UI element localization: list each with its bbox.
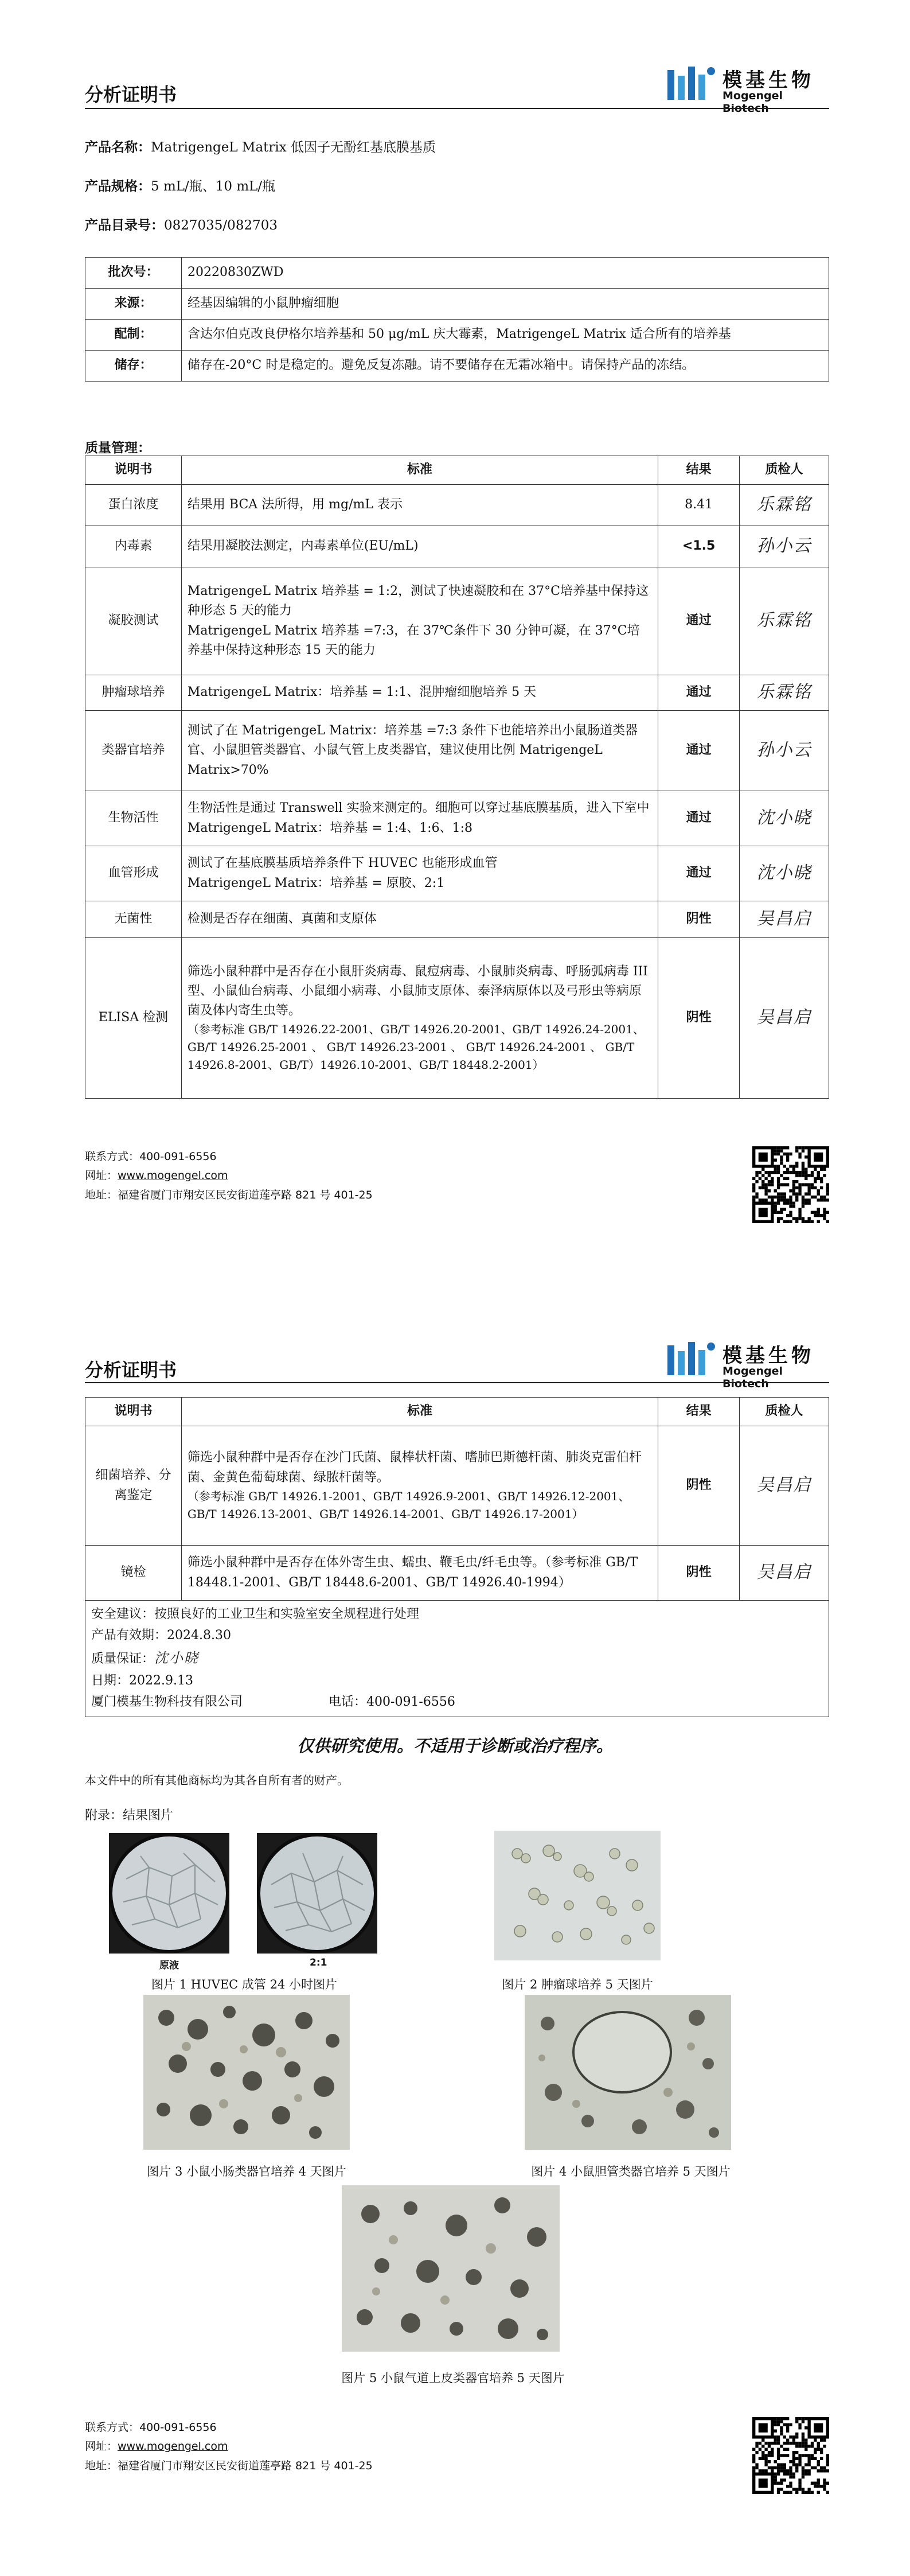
qc-inspector-signature: 沈小晓 [740,791,829,846]
table-row [85,711,829,791]
issue-date: 日期：2022.9.13 [91,1673,193,1688]
qc-result: 通过 [658,846,740,901]
quality-management-title: 质量管理： [85,441,151,456]
qc-item: 细菌培养、分离鉴定 [85,1426,182,1546]
product-spec-value: 5 mL/瓶、10 mL/瓶 [151,179,276,194]
qc-inspector-signature: 吴昌启 [740,938,829,1099]
product-name [85,137,436,155]
qc-result: 阴性 [658,1426,740,1546]
col-header-standard: 标准 [181,456,658,485]
table-row [85,901,829,938]
qc-result: 通过 [658,675,740,711]
table-row [85,791,829,846]
qc-inspector-signature: 吴昌启 [740,1426,829,1546]
table-row [85,258,829,289]
qc-standard: MatrigengeL Matrix：培养基 = 1:1、混肿瘤细胞培养 5 天 [181,675,658,711]
table-row [85,938,829,1099]
qc-inspector-signature: 乐霖铭 [740,675,829,711]
footer-contact-block [85,2418,373,2476]
figure-4-image [525,1995,731,2150]
table-row [85,351,829,382]
footer-contact: 联系方式：400-091-6556 [85,2421,217,2434]
product-spec [85,176,275,194]
qc-table-1 [85,456,829,1099]
trademark-note: 本文件中的所有其他商标均为其各自所有者的财产。 [85,1773,349,1787]
header-rule [85,108,829,109]
document-title: 分析证明书 [85,1359,177,1381]
qc-inspector-signature: 沈小晓 [740,846,829,901]
col-header-result: 结果 [658,456,740,485]
qc-item: 肿瘤球培养 [85,675,182,711]
qc-result: 阴性 [658,901,740,938]
batch-label: 批次号： [85,258,182,289]
company-logo [665,1337,831,1390]
table-row [85,1426,829,1546]
figure-5-image [342,2185,560,2352]
col-header-inspector: 质检人 [740,1398,829,1426]
storage-label: 储存： [85,351,182,382]
table-row [85,485,829,526]
figure-3-image [143,1995,350,2150]
footer-website: 网址：www.mogengel.com [85,1169,228,1182]
figure-1a-label: 原液 [159,1960,179,1971]
figure-3-caption: 图片 3 小鼠小肠类器官培养 4 天图片 [147,2165,346,2178]
logo-mark-icon [665,1340,717,1380]
figure-1b-label: 2:1 [310,1957,327,1968]
storage-value: 储存在-20°C 时是稳定的。避免反复冻融。请不要储存在无霜冰箱中。请保持产品的冻结。 [182,351,829,382]
qc-header-row [85,1398,829,1426]
figure-5-caption: 图片 5 小鼠气道上皮类器官培养 5 天图片 [341,2371,565,2385]
qc-table-2 [85,1397,829,1601]
product-catalog-value: 0827035/082703 [164,218,278,233]
table-row [85,526,829,567]
logo-cn: 模基生物 [722,1344,814,1367]
table-row [85,846,829,901]
expiry-date: 产品有效期：2024.8.30 [91,1628,231,1643]
qc-standard: 结果用 BCA 法所得，用 mg/mL 表示 [181,485,658,526]
logo-mark-icon [665,64,717,104]
product-catalog-label: 产品目录号： [85,218,164,233]
qc-result: 通过 [658,567,740,675]
formulation-value: 含达尔伯克改良伊格尔培养基和 50 μg/mL 庆大霉素，MatrigengeL Matrix 适合所有的培养基 [182,320,829,351]
logo-cn: 模基生物 [722,69,814,92]
col-header-standard: 标准 [181,1398,658,1426]
company-logo [665,62,831,115]
formulation-label: 配制： [85,320,182,351]
qc-standard: 筛选小鼠种群中是否存在体外寄生虫、蠕虫、鞭毛虫/纤毛虫等。（参考标准 GB/T 18448.1-2001、GB/T 18448.6-2001、GB/T 14926.40-1994） [181,1546,658,1601]
figure-1b-image [257,1833,377,1954]
product-name-label: 产品名称： [85,140,151,155]
qc-standard: MatrigengeL Matrix 培养基 = 1:2，测试了快速凝胶和在 37°C培养基中保持这种形态 5 天的能力 MatrigengeL Matrix 培养基 =7:3，在 37℃条件下 30 分钟可凝，在 37°C培养基中保持这种形态 15 天的能力 [181,567,658,675]
qc-item: ELISA 检测 [85,938,182,1099]
qc-item: 血管形成 [85,846,182,901]
qc-inspector-signature: 孙小云 [740,711,829,791]
col-header-result: 结果 [658,1398,740,1426]
qc-standard: 检测是否存在细菌、真菌和支原体 [181,901,658,938]
footer-address: 地址：福建省厦门市翔安区民安街道莲亭路 821 号 401-25 [85,2459,373,2472]
company-line: 厦门模基生物科技有限公司 电话：400-091-6556 [91,1694,455,1709]
logo-en: Mogengel Biotech [722,1365,783,1390]
figure-2-caption: 图片 2 肿瘤球培养 5 天图片 [502,1978,653,1991]
header-rule [85,1382,829,1383]
qc-inspector-signature: 孙小云 [740,526,829,567]
qc-result: 阴性 [658,938,740,1099]
qc-result: 8.41 [658,485,740,526]
figure-1a-image [109,1833,229,1954]
table-row [85,567,829,675]
table-row [85,289,829,320]
logo-en: Mogengel Biotech [722,90,783,115]
qr-code-icon [752,2417,829,2494]
col-header-item: 说明书 [85,1398,182,1426]
qc-item: 镜检 [85,1546,182,1601]
website-link[interactable]: www.mogengel.com [118,2440,228,2453]
qc-result: <1.5 [658,526,740,567]
qc-item: 类器官培养 [85,711,182,791]
batch-info-table [85,257,829,382]
footer-website: 网址：www.mogengel.com [85,2440,228,2453]
qc-result: 通过 [658,711,740,791]
qr-code-icon [752,1146,829,1223]
source-label: 来源： [85,289,182,320]
qc-header-row [85,456,829,485]
qc-inspector-signature: 吴昌启 [740,1546,829,1601]
quality-assurance: 质量保证：沈小晓 [91,1649,200,1666]
table-row [85,1546,829,1601]
qc-standard: 筛选小鼠种群中是否存在小鼠肝炎病毒、鼠痘病毒、小鼠肺炎病毒、呼肠弧病毒 III 型、小鼠仙台病毒、小鼠细小病毒、小鼠肺支原体、泰泽病原体以及弓形虫等病原菌及体内寄生虫等。 （参考标准 GB/T 14926.22-2001、GB/T 14926.20-2001、GB/T 14926.24-2001、GB/T 14926.25-2001 、 GB/T 14926.23-2001 、 GB/T 14926.24-2001 、 GB/T 14926.8-2001、GB/T）14926.10-2001、GB/T 18448.2-2001） [181,938,658,1099]
qc-standard: 筛选小鼠种群中是否存在沙门氏菌、鼠棒状杆菌、嗜肺巴斯德杆菌、肺炎克雷伯杆菌、金黄色葡萄球菌、绿脓杆菌等。 （参考标准 GB/T 14926.1-2001、GB/T 14926.9-2001、GB/T 14926.12-2001、GB/T 14926.13-2001、GB/T 14926.14-2001、GB/T 14926.17-2001） [181,1426,658,1546]
table-row [85,675,829,711]
qc-inspector-signature: 乐霖铭 [740,485,829,526]
col-header-item: 说明书 [85,456,182,485]
qc-standard: 测试了在 MatrigengeL Matrix：培养基 =7:3 条件下也能培养出小鼠肠道类器官、小鼠胆管类器官、小鼠气管上皮类器官，建议使用比例 MatrigengeL Matrix>70% [181,711,658,791]
qa-signature: 沈小晓 [154,1649,200,1666]
qc-standard: 测试了在基底膜基质培养条件下 HUVEC 也能形成血管 MatrigengeL Matrix：培养基 = 原胶、2:1 [181,846,658,901]
figure-2-image [494,1831,661,1960]
col-header-inspector: 质检人 [740,456,829,485]
qc-standard: 结果用凝胶法测定，内毒素单位(EU/mL) [181,526,658,567]
website-link[interactable]: www.mogengel.com [118,1169,228,1182]
qc-item: 无菌性 [85,901,182,938]
footer-contact-block [85,1147,373,1205]
qc-result: 阴性 [658,1546,740,1601]
product-name-value: MatrigengeL Matrix 低因子无酚红基底膜基质 [151,140,436,155]
source-value: 经基因编辑的小鼠肿瘤细胞 [182,289,829,320]
footer-contact: 联系方式：400-091-6556 [85,1150,217,1163]
batch-value: 20220830ZWD [182,258,829,289]
safety-advice: 安全建议：按照良好的工业卫生和实验室安全规程进行处理 [91,1607,420,1621]
qc-item: 蛋白浓度 [85,485,182,526]
qc-item: 内毒素 [85,526,182,567]
product-catalog [85,215,278,234]
footer-address: 地址：福建省厦门市翔安区民安街道莲亭路 821 号 401-25 [85,1188,373,1201]
page-2 [0,1288,910,2576]
qc-result: 通过 [658,791,740,846]
qc-standard: 生物活性是通过 Transwell 实验来测定的。细胞可以穿过基底膜基质，进入下室中 MatrigengeL Matrix：培养基 = 1:4、1:6、1:8 [181,791,658,846]
research-use-only-note: 仅供研究使用。不适用于诊断或治疗程序。 [296,1736,613,1756]
qc-item: 生物活性 [85,791,182,846]
figure-4-caption: 图片 4 小鼠胆管类器官培养 5 天图片 [531,2165,731,2178]
qc-item: 凝胶测试 [85,567,182,675]
product-spec-label: 产品规格： [85,179,151,194]
figure-1-caption: 图片 1 HUVEC 成管 24 小时图片 [151,1978,338,1991]
attachment-title: 附录：结果图片 [85,1808,174,1823]
qc-inspector-signature: 吴昌启 [740,901,829,938]
safety-block [85,1600,829,1717]
qc-inspector-signature: 乐霖铭 [740,567,829,675]
table-row [85,320,829,351]
document-title: 分析证明书 [85,84,177,106]
